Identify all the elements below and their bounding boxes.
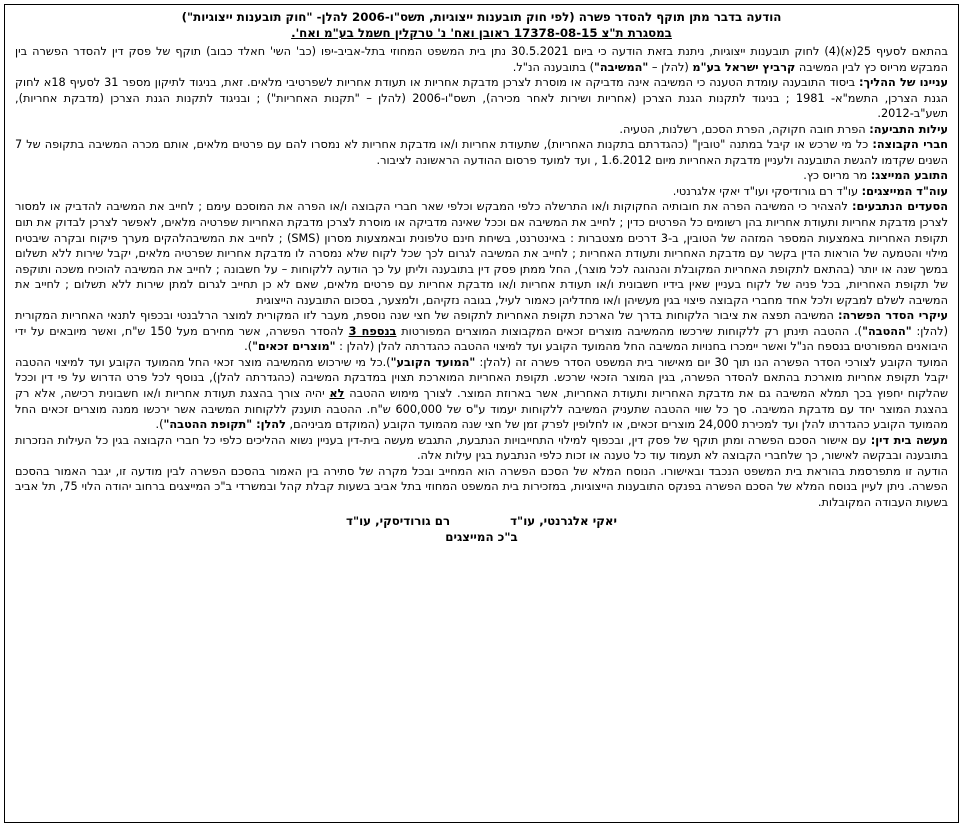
plaintiff-section [15, 168, 948, 184]
subject-section [15, 75, 948, 122]
benefit-text-1: המועד הקובע לצורכי הסדר הפשרה הנו תוך 30 יום מאישור בית המשפט הסדר פשרה זה (להלן: [475, 355, 948, 369]
group-section [15, 137, 948, 168]
respondent-defined-term: "המשיבה" [594, 60, 649, 74]
group-text: כל מי שרכש או קיבל במתנה "טובין" (כהגדרתם בתקנות האחריות), שתעודת אחריות ו/או מדבקת אחריות לא נמסרו להם עם פרטים מלאים, אותם מכרה המשיבה בתקופה של 7 השנים שקדמו להגשת התובענה ולעניין מדבקת האחריות מיום 1.6.2012 , ועד למועד פרסום ההודעה הראשונה לציבור. [15, 138, 948, 167]
counsel-label: עוה"ד המייצגים: [861, 184, 948, 198]
intro-paragraph [15, 44, 948, 75]
signature-block [15, 514, 948, 545]
closing-text: הודעה זו מתפרסמת בהוראת בית המשפט הנכבד ובאישורו. הנוסח המלא של הסכם הפשרה הוא המחייב ובכל מקרה של סתירה בין האמור בהסכם הפשרה לבין מודעה זו, יגבר האמור בהסכם הפשרה. ניתן לעיין בנוסח המלא של הסכם הפשרה בפנקס התובענות הייצוגיות, במזכירות בית המשפט המחוזי בתל אביב בשעות קבלת קהל ובמשרדי ב"כ המייצגים ברחוב יהודה הלוי 75, תל אביב בשעות העבודה המקובלות. [15, 464, 948, 509]
signature-attorney-right: יאקי אלגרנטי, עו"ד [510, 514, 617, 529]
subject-text: ביסוד התובענה עומדת הטענה כי המשיבה אינה מדביקה או מוסרת לצרכן מדבקת אחריות או תעודת אחריות לשפרטיבי מלאים. זאת, בניגוד לתיקון מספר 31 לסעיף 18א לחוק הגנת הצרכן, התשמ"א- 1981 ; בניגוד לתקנות הגנת הצרכן (אחריות ושירות לאחר מכירה), תשס"ו-2006 (להלן – "תקנות האחריות") ; ובניגוד לתקנות הגנת הצרכן (מדבקת אחריות), תשע"ב-2012. [15, 76, 949, 121]
res-judicata-section [15, 433, 948, 464]
settlement-text-4: ). [244, 340, 253, 354]
counsel-section [15, 184, 948, 200]
case-line-underlined [291, 26, 672, 40]
closing-paragraph [15, 464, 948, 511]
benefit-period-term: להלן: "תקופת ההטבה" [163, 418, 286, 432]
benefit-text-2: ).כל מי שירכוש מהמשיבה מוצר זכאי החל מהמועד הקובע ועד למיצוי ההטבה יקבל תקופת אחריות מוארכת בהתאם להסדר הפשרה, בגין המוצר הזכאי שרכש. תקופת האחריות המוארכת תצוין במדבקת המשיבה (כהגדרתה להלן), בנוסף לכל פרט הדרוש על פי דין וככל שהלקוח יחפוץ בכך תמלא המשיבה גם את מדבקת האחריות ותעודת האחריות, אשר בארוזת המוצר. לצורך מימוש ההטבה [15, 355, 948, 401]
respondent-name: קרביץ ישראל בע"מ [692, 60, 796, 74]
plaintiff-text: מר מריוס כץ. [803, 169, 871, 183]
group-label: חברי הקבוצה: [872, 138, 948, 152]
notice-title [15, 10, 948, 26]
signature-role: ב"כ המייצגים [445, 529, 518, 544]
causes-text: הפרת חובה חקוקה, הפרת הסכם, רשלנות, הטעיה. [619, 122, 870, 136]
not-emphasis: לא [329, 387, 345, 401]
settlement-label: עיקרי הסדר הפשרה: [838, 309, 948, 323]
intro-text-1: בהתאם לסעיף 25(א)(4) לחוק תובענות ייצוגיות, ניתנת בזאת הודעה כי ביום 30.5.2021 נתן בית המשפט המחוזי בתל-אביב-יפו (כב' השי' חאלד כבוב) תוקף של פסק דין להסדר הפשרה בין המבקש מריוס כץ לבין המשיבה [15, 45, 948, 74]
remedies-label: הסעדים הנתבעים: [852, 200, 948, 214]
case-line [15, 26, 948, 42]
settlement-section [15, 308, 948, 355]
legal-notice [4, 4, 959, 823]
res-judicata-text: עם אישור הסכם הפשרה ומתן תוקף של פסק דין, ובכפוף למילוי התחייבויות הנתבעת, התגבש מעשה בית-דין בעניין נשוא ההליכים כלפי כל חברי הקבוצה בגין כל העילות הנזכרות בתובענה ובבקשה לאישור, כך שלחברי הקבוצה לא תעמוד עוד כל טענה או זכות כלפי הנתבעת בגין עילות אלה. [15, 433, 948, 463]
subject-label: עניינו של ההליך: [859, 76, 948, 90]
causes-label: עילות התביעה: [869, 122, 948, 136]
settlement-text-1: המשיבה תפצה את ציבור הלקוחות בדרך של הארכת תקופת האחריות לתקופה של חצי שנה נוספת, מעבר לזו המקורית למוצר הרלבנטי ובכפוף לתנאי האחריות המקורית (להלן: [15, 309, 949, 338]
settlement-text-2: ). ההטבה תינתן רק ללקוחות שירכשו מהמשיבה מוצרים זכאים המקבוצות המוצרים המפורטות [396, 324, 863, 338]
intro-text-3: ) בתובענה הנ"ל. [512, 60, 595, 74]
decisive-date-term: "המועד הקובע" [390, 355, 476, 369]
benefit-text-3: יהיה צורך בהצגת תעודת אחריות ו/או חשבונית רכישה, אלא רק בהצגת המוצר יחד עם מדבקת המשיבה. סך כל שווי ההטבה שתעניק המשיבה ללקוחות יעמוד ע"ס של 600,000 ש"ח. ההטבה תוענק ללקוחות המשיבה אשר ירכשו ממנה מוצרים זכאים החל מהמועד הקובע כהגדרתו להלן ועד למכירת 24,000 מוצרים זכאים, או לחלופין לפרק זמן של חצי שנה מהמועד הקובע (המוקדם מביניהם, [15, 387, 948, 432]
benefit-section [15, 355, 948, 433]
settlement-text-3: להסדר הפשרה, אשר מחירם מעל 150 ש"ח, ואשר מיובאים על ידי היבואנים המפורטים בנספח הנ"ל ואשר יימכרו בחנויות המשיבה החל מהמועד הקובע ועד למיצוי ההטבה כהגדרתה להלן (להלן : [15, 324, 948, 354]
benefit-defined-term: "ההטבה" [862, 324, 912, 338]
counsel-text: עו"ד רם גורודיסקי ועו"ד יאקי אלגרנטי. [672, 184, 862, 198]
signature-attorney-left: רם גורודיסקי, עו"ד [346, 514, 451, 529]
benefit-text-4: ). [155, 418, 164, 432]
appendix-reference: בנספח 3 [348, 324, 397, 338]
signature-names [15, 514, 948, 530]
intro-text-2: (להלן – [648, 60, 693, 74]
case-prefix: במסגרת ת"צ [597, 25, 672, 40]
causes-section [15, 122, 948, 138]
remedies-section [15, 199, 948, 308]
case-number: 17378-08-15 [513, 25, 598, 40]
case-parties: ראובן ואח' נ' טרקלין חשמל בע"מ ואח'. [291, 25, 514, 40]
notice-title-text: הודעה בדבר מתן תוקף להסדר פשרה (לפי חוק תובענות ייצוגיות, תשס"ו-2006 להלן- "חוק תובענות ייצוגיות") [181, 10, 782, 24]
res-judicata-label: מעשה בית דין: [870, 433, 948, 447]
plaintiff-label: התובע המייצג: [870, 169, 948, 183]
eligible-products-term: "מוצרים זכאים" [252, 340, 336, 354]
remedies-text: להצהיר כי המשיבה הפרה את חובותיה החקוקות ו/או התרשלה כלפי המבקש וכלפי שאר חברי הקבוצה ו/או הפרה את המוסכם עימם ; לחייב את המשיבה להדביק או למסור לצרכן מדבקת אחריות ותעודת אחריות בהן רשומים כל הפרטים כדין ; לחייב את המשיבה אם וככל שאינה מדביקה או מוסרת לצרכן מדבקת האחריות שפרטיה מלאים, לאפשר לצרכן לבדוק את תום תקופת האחריות באמצעות המספר המזהה של הטובין, ב-3 דרכים מצטברות : באינטרנט, בשיחת חינם טלפונית ובאמצעות מסרון (SMS) ; לחייב את המשיבהלהקים מערך פיקוח ובקרה שיבטיח מילוי והטמעה של הוראות הדין בקשר עם מדבקת האחריות ותעודת האחריות ; לחייב את המשיבה לגרום לכך שכל לקוח שלא נמסרה לו מדבקת אחריות שפרטיה מלאים, יקבל שירות ללא תשלום במשך שנה או יותר (בהתאם לתקופת האחריות המקובלת והנהוגה לכל מוצר), החל ממתן פסק דין בתובענה וליתן על כך הודעה ללקוחות – על חשבונה ; לחייב את המשיבה להוכיח משכה ותוקפה של תקופת האחריות, בכל פניה של לקוח בעניין שאין בידיו חשבונית ו/או תעודת אחריות ו/או מדבקת אחריות עם פרטים מלאים, שאם לא כן תחייב לגרום למתן שירות ללא תשלום ; לחייב את המשיבה לשלם למבקש ולכל אחד מחברי הקבוצה פיצוי בגין מעשיהן ו/או מחדליהן כאמור לעיל, בגובה נזקיהם, ולמצער, בסכום התובענה הייצוגית [15, 200, 949, 307]
